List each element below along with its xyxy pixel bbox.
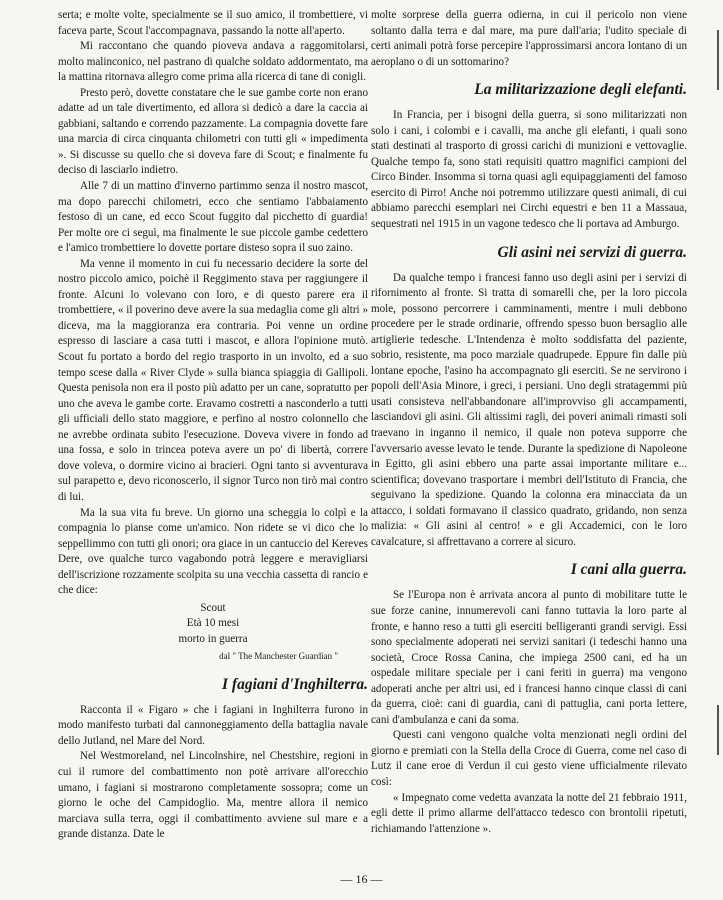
paragraph: molte sorprese della guerra odierna, in cui il pericolo non viene soltanto dalla terra e dal mare, ma pure dall'aria; l'udito speciale di certi animali potrà forse percepire l'approssimarsi ancora lontano di un aeroplano o di un sottomarino? (371, 9, 687, 68)
paragraph: Alle 7 di un mattino d'inverno partimmo senza il nostro mascot, ma dopo parecchi chilometri, ecco che sentiamo l'abbaiamento festoso di un cane, ed ecco Scout fuggito dal picchetto di guardia! Per molte ore ci seguì, ma finalmente le sue piccole gambe cedettero e l'amico trombettiere lo dovette portare disteso sopra il suo zaino. (58, 180, 368, 255)
section-heading-elefanti: La militarizzazione degli elefanti. (474, 81, 687, 99)
epitaph-line: Scout (200, 601, 226, 614)
paragraph: Ma la sua vita fu breve. Un giorno una scheggia lo colpì e la compagnia lo pianse come un'amico. Non ridete se vi dico che lo seppellimmo con tutti gli onori; ora giace in un cantuccio del Kereves Dere, ove qualche turco vagabondo potrà leggere e meravigliarsi dell'iscrizione rozzamente scolpita su una vecchia cassetta di rancio e che dice: (58, 506, 368, 597)
left-column (58, 8, 368, 843)
epitaph-line: Età 10 mesi (186, 617, 240, 630)
epitaph-line: morto in guerra (178, 632, 248, 645)
section-heading-cani: I cani alla guerra. (570, 561, 687, 579)
paragraph: « Impegnato come vedetta avanzata la notte del 21 febbraio 1911, egli dette il primo allarme dell'attacco tedesco con brontolii ripetuti, richiamando l'attenzione ». (371, 791, 687, 835)
paragraph: serta; e molte volte, specialmente se il suo amico, il trombettiere, vi faceva parte, Scout l'accompagnava, passando la notte all'aperto. (58, 9, 368, 37)
paragraph: Nel Westmoreland, nel Lincolnshire, nel Chestshire, regioni in cui il rumore del combattimento non potè arrivare all'orecchio umano, i fagiani si mostrarono completamente sossopra; come un giorno le oche del Campidoglio. Ma, mentre allora il nemico marciava sulla terra, oggi il combattimento avviene sul mare e a grande distanza. Date le (58, 750, 368, 841)
epitaph (58, 601, 368, 648)
page-number: — 16 — (340, 872, 383, 886)
paragraph: Da qualche tempo i francesi fanno uso degli asini per i servizi di rifornimento al fronte. Si tratta di somarelli che, per la loro piccola mole, possono percorrere i camminamenti, mentre i muli debbono procedere per le strade ordinarie, offrendo spesso buon bersaglio alle artiglierie tedesche. L'Intendenza è molto soddisfatta del paziente, sobrio, resistente, ma poco marziale quadrupede. Eppure fin dalle più lontane epoche, l'asino ha accompagnato gli eserciti. Se ne servirono i popoli dell'Asia Minore, i greci, i persiani. Uno degli stratagemmi più usati consisteva nell'abbandonare all'improvviso gli accampamenti, lasciandovi gli asini. Gli altissimi ragli, dei poveri animali rimasti soli traevano in inganno il nemico, il quale non poteva supporre che l'avversario avesse levato le tende. Durante la spedizione di Napoleone in Egitto, gli asini ebbero una parte assai importante militare e... scientifica; dovevano trasportare i membri dell'Istituto di Francia, che seguivano la spedizione. Quando la colonna era minacciata da un attacco, i soldati formavano il classico quadrato, gridando, non senza malizia: « Gli asini al centro! » e gli Accademici, con le loro cavalcature, si affrettavano a correre al sicuro. (371, 271, 687, 548)
right-column (371, 8, 687, 837)
section-heading-fagiani: I fagiani d'Inghilterra. (222, 675, 368, 693)
source-attribution: dal " The Manchester Guardian " (219, 651, 338, 662)
paragraph: In Francia, per i bisogni della guerra, si sono militarizzati non solo i cani, i colombi e i cavalli, ma anche gli elefanti, i quali sono stati destinati al trasporto di grossi carichi di munizioni e vettovaglie. Qualche tempo fa, sono stati requisiti quattro magnifici campioni del Circo Binder. Insomma si torna quasi agli equipaggiamenti del famoso esercito di Pirro! Anche noi potremmo utilizzare questi animali, di cui abbiamo parecchi esemplari nei Circhi equestri e ben 11 a Massaua, sequestrati nel 1915 in un vagone tedesco che li portava ad Amburgo. (371, 109, 687, 231)
paragraph: Se l'Europa non è arrivata ancora al punto di mobilitare tutte le sue forze canine, innumerevoli cani fanno tuttavia la loro parte al fronte, e hanno reso a tutti gli eserciti belligeranti grandi servigi. Essi sono specialmente adoperati nei servizi sanitari (i tedeschi hanno una società, Croce Rossa Canina, che impiega 2500 cani, ed ha un ospedale militare speciale per i cani feriti in guerra) ma vengono adoperati anche per altri usi, ed i francesi hanno cinque classi di cani da guerra, cioè: cani di guardia, cani di pattuglia, cani porta lettere, cani d'ambulanza e cani da soma. (371, 589, 687, 726)
scan-edge-mark (717, 30, 719, 90)
paragraph: Mi raccontano che quando pioveva andava a raggomitolarsi, molto malinconico, nel pastrano di qualche soldato addormentato, ma la mattina ritornava allegro come prima alla ricerca di tane di conigli. (58, 40, 368, 84)
paragraph: Questi cani vengono qualche volta menzionati negli ordini del giorno e premiati con la Stella della Croce di Guerra, come nel caso di Lutz il cane eroe di Verdun il cui gesto viene ufficialmente rilevato così: (371, 729, 687, 788)
paragraph: Ma venne il momento in cui fu necessario decidere la sorte del nostro piccolo amico, poichè il Reggimento stava per raggiungere il fronte. Alcuni lo volevano con loro, e di questo parere era il trombettiere, « il poverino deve avere la sua medaglia come gli altri » diceva, ma la maggioranza era contraria. Poi venne un ordine espresso di lasciare a casa tutti i mascot, e allora l'opinione mutò. Scout fu portato a bordo del regio trasporto in un involto, ed a suo tempo scese dalla « River Clyde » sulla bianca spiaggia di Gallipoli. Questa penisola non era il posto più adatto per un cane, sopratutto per uno che aveva le gambe corte. Eravamo costretti a nasconderlo a tutti gli ufficiali dello stato maggiore, e perfino al nostro colonnello che ne avrebbe ordinata subito l'esecuzione. Doveva vivere in fondo ad una fossa, e solo in trincea poteva avere un po' di libertà, correre dove voleva, o dormire vicino ai bracieri. Ogni tanto si avventurava sul parapetto e, devo riconoscerlo, il signor Turco non tirò mai contro di lui. (58, 257, 368, 503)
paragraph: Racconta il « Figaro » che i fagiani in Inghilterra furono in modo manifesto turbati dal cannoneggiamento della battaglia navale dello Jutland, nel Mare del Nord. (58, 703, 368, 747)
section-heading-asini: Gli asini nei servizi di guerra. (497, 243, 687, 261)
scan-edge-mark (717, 705, 719, 755)
paragraph: Presto però, dovette constatare che le sue gambe corte non erano adatte ad un tale divertimento, ed allora si dedicò a dare la caccia ai gabbiani, saltando e correndo pazzamente. La compagnia dovette fare una marcia di circa cinquanta chilometri con tutti gli « impedimenta ». Si discusse su quello che si doveva fare di Scout; e finalmente fu deciso di lasciarlo indietro. (58, 86, 368, 177)
